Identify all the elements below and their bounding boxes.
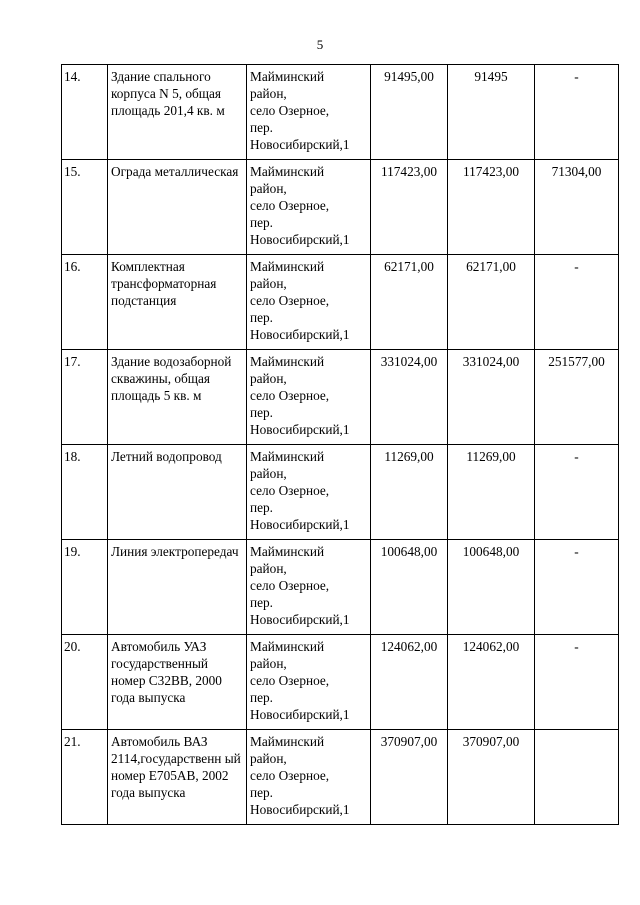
address-cell [247,255,371,350]
object-name-cell: Линия электропередач [108,540,247,635]
value-3-cell: 251577,00 [535,350,619,445]
value-3-cell: - [535,65,619,160]
value-1-cell: 11269,00 [371,445,448,540]
value-1-cell: 62171,00 [371,255,448,350]
address-line: пер. [250,215,273,230]
table-row [62,255,619,350]
address-line: село Озерное, [250,388,330,403]
address-line: Майминский [250,449,325,464]
value-2-cell: 124062,00 [448,635,535,730]
address-line: пер. [250,690,273,705]
value-3-cell: - [535,445,619,540]
address-line: Новосибирский,1 [250,232,350,247]
value-3-cell: 71304,00 [535,160,619,255]
address-line: Майминский [250,164,325,179]
value-3-cell: - [535,635,619,730]
address-cell [247,160,371,255]
address-line: Новосибирский,1 [250,327,350,342]
page-number: 5 [316,37,324,52]
value-1-cell: 331024,00 [371,350,448,445]
address-line: пер. [250,120,273,135]
address-cell [247,540,371,635]
table-row [62,540,619,635]
address-line: село Озерное, [250,293,330,308]
object-name-cell: Здание водозаборной скважины, общая площадь 5 кв. м [108,350,247,445]
table-row [62,730,619,825]
table-row [62,65,619,160]
object-name-cell: Здание спального корпуса N 5, общая площадь 201,4 кв. м [108,65,247,160]
property-table [61,64,619,825]
row-number-cell: 21. [62,730,108,825]
address-cell [247,635,371,730]
value-2-cell: 331024,00 [448,350,535,445]
table-row [62,635,619,730]
address-line: Новосибирский,1 [250,802,350,817]
address-cell [247,445,371,540]
value-2-cell: 91495 [448,65,535,160]
address-line: район, [250,86,287,101]
address-line: Майминский [250,259,325,274]
property-table-body [62,65,619,825]
address-line: село Озерное, [250,578,330,593]
address-line: район, [250,181,287,196]
value-2-cell: 117423,00 [448,160,535,255]
value-1-cell: 370907,00 [371,730,448,825]
row-number-cell: 18. [62,445,108,540]
address-line: пер. [250,595,273,610]
address-line: район, [250,466,287,481]
address-line: Новосибирский,1 [250,707,350,722]
address-cell [247,350,371,445]
value-3-cell: - [535,255,619,350]
value-2-cell: 62171,00 [448,255,535,350]
address-cell [247,65,371,160]
value-1-cell: 100648,00 [371,540,448,635]
address-line: пер. [250,500,273,515]
address-line: Майминский [250,734,325,749]
address-line: Майминский [250,69,325,84]
address-line: село Озерное, [250,198,330,213]
address-line: село Озерное, [250,673,330,688]
address-line: Новосибирский,1 [250,517,350,532]
address-line: Майминский [250,354,325,369]
value-2-cell: 11269,00 [448,445,535,540]
address-line: район, [250,276,287,291]
object-name-cell: Летний водопровод [108,445,247,540]
row-number-cell: 14. [62,65,108,160]
row-number-cell: 17. [62,350,108,445]
value-2-cell: 100648,00 [448,540,535,635]
address-line: район, [250,751,287,766]
value-3-cell: - [535,540,619,635]
object-name-cell: Ограда металлическая [108,160,247,255]
address-line: пер. [250,310,273,325]
value-2-cell: 370907,00 [448,730,535,825]
row-number-cell: 16. [62,255,108,350]
row-number-cell: 15. [62,160,108,255]
address-line: пер. [250,785,273,800]
row-number-cell: 19. [62,540,108,635]
address-line: район, [250,371,287,386]
address-line: село Озерное, [250,103,330,118]
object-name-cell: Комплектная трансформаторная подстанция [108,255,247,350]
table-row [62,350,619,445]
table-row [62,445,619,540]
value-1-cell: 91495,00 [371,65,448,160]
address-line: Новосибирский,1 [250,422,350,437]
row-number-cell: 20. [62,635,108,730]
address-line: село Озерное, [250,483,330,498]
address-line: Новосибирский,1 [250,612,350,627]
object-name-cell: Автомобиль УАЗ государственный номер С32ВВ, 2000 года выпуска [108,635,247,730]
address-cell [247,730,371,825]
address-line: район, [250,656,287,671]
address-line: село Озерное, [250,768,330,783]
value-3-cell [535,730,619,825]
value-1-cell: 124062,00 [371,635,448,730]
address-line: Майминский [250,544,325,559]
table-row [62,160,619,255]
address-line: Новосибирский,1 [250,137,350,152]
address-line: район, [250,561,287,576]
address-line: пер. [250,405,273,420]
value-1-cell: 117423,00 [371,160,448,255]
object-name-cell: Автомобиль ВАЗ 2114,государственн ый номер Е705АВ, 2002 года выпуска [108,730,247,825]
address-line: Майминский [250,639,325,654]
